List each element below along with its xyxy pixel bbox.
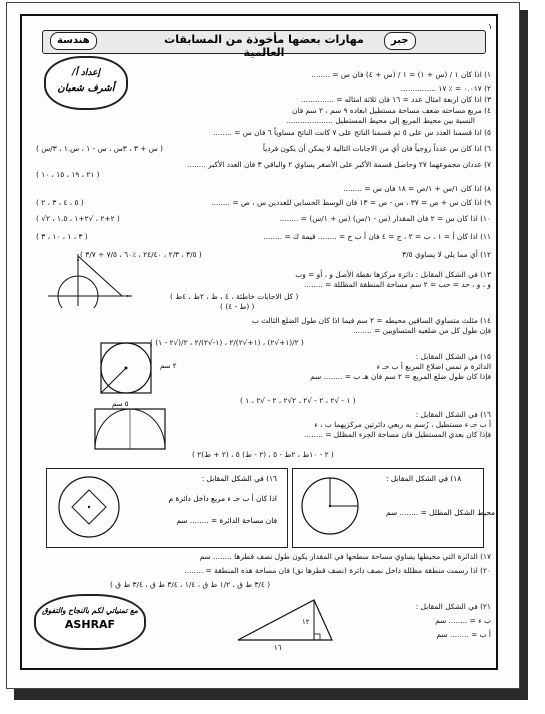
question-20: ٢٠) اذا رسمت منطقة مظللة داخل نصف دائرة (نصف قطرها نق) فان مساحة هذه المنطقة = ........: [184, 566, 491, 575]
question-14: ١٤) مثلث متساوي الساقين محيطه = ٢ سم فيما اذا كان طول الضلع الثالث ب: [251, 316, 491, 325]
question-14b: فإن طول كل من ضلعيه المتساويين = ........: [352, 326, 491, 335]
square-in-circle-text2: فان مساحة الدائرة = ........ سم: [176, 516, 277, 525]
signature-line-2: ASHRAF: [64, 618, 116, 631]
options-13b: ( (ط - ٤) ): [220, 302, 255, 311]
question-4b: النسبة بين محيط المربع إلى محيط المستطيل ....................: [285, 116, 475, 125]
square-in-circle-figure: [52, 472, 126, 542]
right-triangle-figure: [232, 596, 342, 648]
triangle-line-2: أ ب = ........ سم: [436, 630, 491, 639]
author-line-1: إعداد أ/: [71, 68, 101, 78]
label-base-16: ١٦: [274, 644, 282, 652]
question-10: ١٠) اذا كان س = ٢ فان المقدار (س - ١/س) (س + ١/س) = ........: [279, 214, 491, 223]
options-15: ( ١ - √٢ ، ٢ - √٢ ، ٢√٢ ، ٢ - √٢ ، ١ ): [240, 396, 356, 405]
question-1: ١) اذا كان ١ / (س + ١) = ١ / (س + ٤) فان س = ........: [311, 70, 491, 79]
circle-perimeter-label: محيط الشكل المظلل = ........ سم: [386, 508, 496, 517]
question-11: ١١) اذا كان أ = ١ ، ب = ٢ ، ج = ٤ فان أ ب ج = ........ قيمة ك = ........: [263, 232, 491, 241]
triangle-line-1: ب ء = ........ سم: [435, 616, 491, 625]
options-16: ( ٢ - ١٠ط ، ٢ط - ٥ ، (٢ - ط) ٥ ، (٢ + ط)٢ ): [192, 450, 334, 459]
signature-line-1: مع تمنياتي لكم بالنجاح والتفوق: [41, 606, 139, 615]
circle-sector-figure: [300, 474, 370, 538]
question-12: ١٢) أي مما يلي لا يساوي ٣/٥: [402, 250, 491, 259]
question-4: ٤) مربع مساحته ضعف مساحة مستطيل ابعاده ٩ سم ، ٢ سم فان: [291, 106, 491, 115]
question-17: ١٧) الدائرة التي محيطها يساوي مساحة سطحها في المقدار يكون طول نصف قطرها ........ سم: [199, 552, 491, 561]
square-in-circle-text: اذا كان أ ب حـ ء مربع داخل دائرة م: [168, 494, 277, 503]
question-15c: فإذا كان طول ضلع المربع = ٢ سم فان هـ ب = ........ سم: [310, 372, 491, 381]
question-3: ٣) اذا كان اربعة امثال عدد = ١٦ فان ثلاثة امثاله = ..............: [301, 95, 491, 104]
question-16b: أ ب حـ ء مستطيل ، رُسم به ربعي دائرتين مركزيهما ب ، ء: [314, 420, 491, 429]
author-line-2: أشرف شعبان: [57, 83, 115, 94]
tag-geometry: هندسة: [50, 32, 97, 50]
question-21: ٢١) في الشكل المقابل :: [415, 602, 491, 611]
options-13: ( كل الاجابات خاطئة ، ٤ ، ط ، ٢ط ، ٤ط ): [170, 292, 299, 301]
question-8: ٨) اذا كان ١/س + ١/ص = ١٨ فان س = ........: [343, 184, 491, 193]
question-5: ٥) اذا قسمنا العدد س على ٥ ثم قسمنا الناتج على ٧ كانت الناتج مساوياً ٦ فان س = ........: [213, 128, 491, 137]
rectangle-quarter-circles-figure: [90, 404, 170, 460]
question-7: ٧) عددان مجموعهما ٢٧ وحاصل قسمة الأكبر على الأصغر يساوي ٢ والباقي ٣ فان العدد الأكبر ........: [187, 160, 491, 169]
label-top-5cm: ٥ سم: [112, 400, 129, 408]
label-side-2cm: ٢ سم: [160, 362, 177, 370]
options-6: ( س + ٣ ، ٣س ، س - ١ ، س.١ ، ٣/س ): [36, 144, 163, 153]
header-banner: [42, 30, 486, 59]
question-6: ٦) اذا كان س عدداً زوجياً فان أي من الاجابات التالية لا يمكن أن يكون فردياً: [262, 144, 491, 153]
page-title: مهارات بعضها مأخوذة من المسابقات العالمية: [164, 33, 364, 59]
label-height-12: ١٢: [302, 618, 310, 626]
options-9: ( ٥ ، ٤ ، ٣ ، ٢ ): [36, 198, 84, 207]
options-20: ( ٣/٤ ط ق ، ١/٢ ط ق ، ١/٤ ، ٣/٤ ط ق ، ٣/٤ ط ق ): [110, 580, 271, 589]
options-14: ( ٢/(١+√٢) ، (١+√٢)/٢ ، (١-√٢)/٢ ، ٢/(√٢ - ١) ): [150, 338, 304, 347]
options-7: ( ٢١ ، ١٩ ، ١٥ ، ١٠ ): [36, 170, 100, 179]
options-12: ( ٣/٥ ، ٢/٣ ، ٢٤/٤٠ ، ٪٦٠ ، ٧/٥ ÷ ٣/٧ ): [80, 250, 202, 259]
question-18: ١٨) في الشكل المقابل :: [386, 474, 462, 483]
signature-cloud: [34, 594, 146, 650]
question-16-circle: ١٦) في الشكل المقابل :: [201, 474, 277, 483]
author-cloud: [44, 56, 128, 110]
question-9: ٩) اذا كان س + ص = ٣٧ ، س - ص = ١٣ فان الوسط الحسابي للعددين س ، ص = ........: [211, 198, 491, 207]
question-16: ١٦) في الشكل المقابل :: [415, 410, 491, 419]
question-2: ٢) ٠.٠١٧ = ٪ ١٧ ...............: [400, 84, 491, 93]
page-number: ١: [488, 22, 493, 31]
question-13b: و ، و ، حد = حب = ٢ سم مساحة المنطقة المظللة = ........: [304, 280, 491, 289]
options-10: ( √٢+٢ ، √٢+١ ، ١.٥ ، ٢ ): [36, 214, 120, 223]
options-11: ( ٣ ، ١ ، ١٠ ، ٣ ): [36, 232, 88, 241]
question-13: ١٣) في الشكل المقابل : دائرة مركزها نقطة الأصل و ، أو = وب: [295, 270, 491, 279]
question-16c: فإذا كان بعدي المستطيل فان مساحة الجزء المظلل = ........: [304, 430, 491, 439]
question-15b: الدائرة م تمس اضلاع المربع أ ب حـ ء: [376, 362, 491, 371]
question-15: ١٥) في الشكل المقابل :: [415, 352, 491, 361]
tag-algebra: جبر: [384, 32, 416, 50]
square-incircle-figure: [96, 338, 156, 398]
coordinate-circle-figure: [46, 252, 136, 308]
